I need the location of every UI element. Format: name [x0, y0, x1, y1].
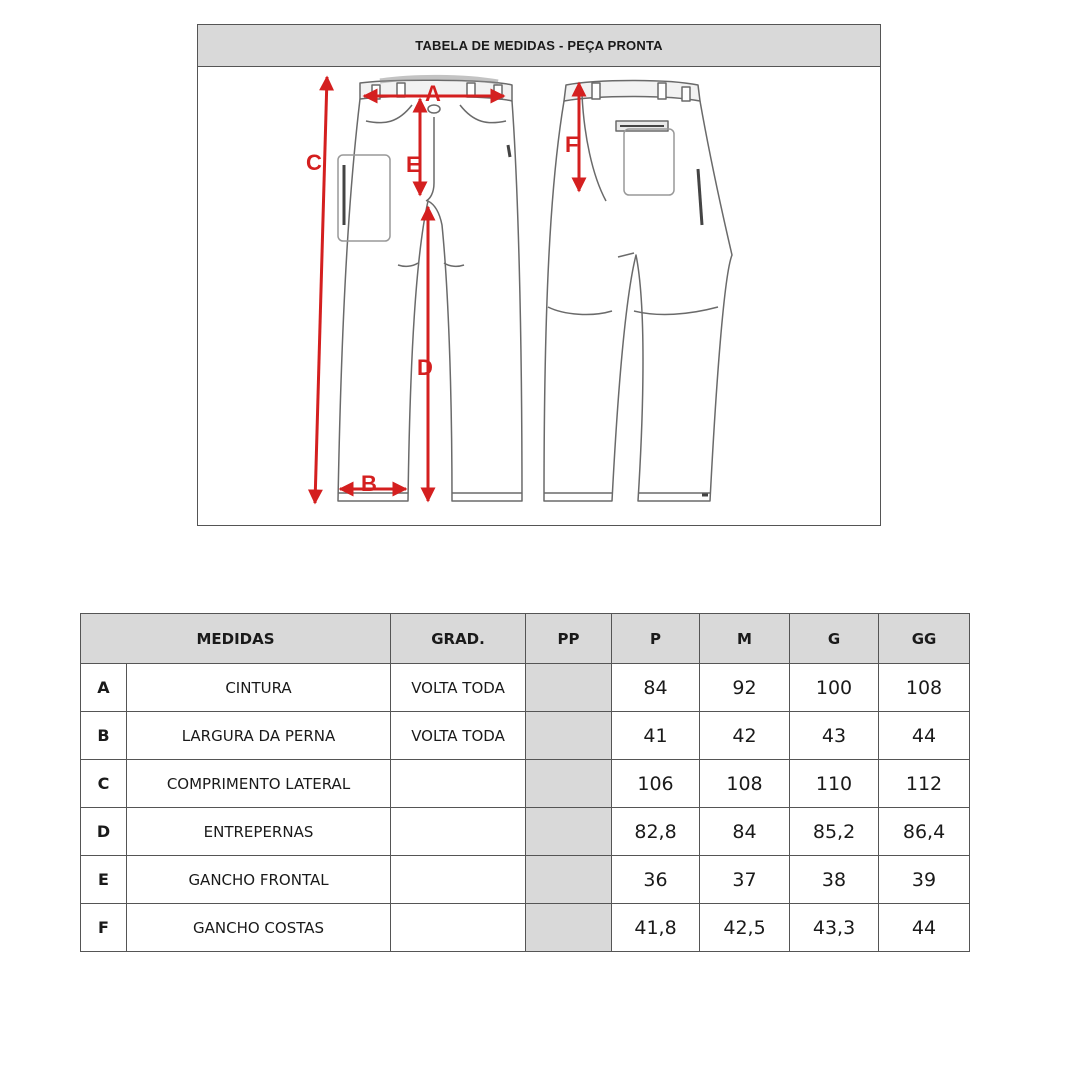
row-value-p: 36: [612, 856, 700, 904]
row-value-g: 85,2: [790, 808, 879, 856]
header-size-gg: GG: [879, 614, 970, 664]
label-b: B: [361, 471, 377, 496]
header-medidas: MEDIDAS: [81, 614, 391, 664]
header-grad: GRAD.: [391, 614, 526, 664]
row-value-m: 37: [700, 856, 790, 904]
row-pp-cell: [526, 808, 612, 856]
row-value-gg: 39: [879, 856, 970, 904]
row-measure-name: GANCHO FRONTAL: [127, 856, 391, 904]
table-row: [81, 712, 970, 760]
row-measure-name: LARGURA DA PERNA: [127, 712, 391, 760]
row-grad: [391, 904, 526, 952]
row-letter: A: [81, 664, 127, 712]
table-row: [81, 808, 970, 856]
header-size-pp: PP: [526, 614, 612, 664]
diagram-panel: [197, 24, 881, 526]
label-d: D: [417, 355, 433, 380]
row-value-g: 110: [790, 760, 879, 808]
row-grad: [391, 808, 526, 856]
row-value-g: 43: [790, 712, 879, 760]
label-f: F: [565, 132, 579, 157]
row-value-g: 43,3: [790, 904, 879, 952]
row-value-m: 84: [700, 808, 790, 856]
row-letter: E: [81, 856, 127, 904]
table-row: [81, 856, 970, 904]
row-value-m: 92: [700, 664, 790, 712]
row-value-g: 38: [790, 856, 879, 904]
row-pp-cell: [526, 856, 612, 904]
row-letter: D: [81, 808, 127, 856]
row-measure-name: ENTREPERNAS: [127, 808, 391, 856]
row-value-gg: 86,4: [879, 808, 970, 856]
panel-title: TABELA DE MEDIDAS - PEÇA PRONTA: [198, 25, 880, 67]
row-value-p: 41,8: [612, 904, 700, 952]
row-value-gg: 44: [879, 904, 970, 952]
label-a: A: [425, 81, 441, 106]
table-row: [81, 664, 970, 712]
label-c: C: [306, 150, 322, 175]
front-pants-illustration: [338, 77, 522, 501]
arrow-c: [315, 77, 327, 503]
row-value-m: 42: [700, 712, 790, 760]
header-size-g: G: [790, 614, 879, 664]
table-row: [81, 904, 970, 952]
label-e: E: [406, 152, 421, 177]
row-pp-cell: [526, 760, 612, 808]
row-grad: [391, 856, 526, 904]
row-value-m: 108: [700, 760, 790, 808]
row-letter: F: [81, 904, 127, 952]
table-row: [81, 760, 970, 808]
row-measure-name: GANCHO COSTAS: [127, 904, 391, 952]
row-value-p: 106: [612, 760, 700, 808]
row-pp-cell: [526, 664, 612, 712]
row-grad: VOLTA TODA: [391, 664, 526, 712]
pants-diagram: [198, 25, 882, 527]
row-measure-name: CINTURA: [127, 664, 391, 712]
row-letter: B: [81, 712, 127, 760]
header-size-m: M: [700, 614, 790, 664]
measurement-letters: [306, 81, 578, 496]
row-value-gg: 44: [879, 712, 970, 760]
row-grad: VOLTA TODA: [391, 712, 526, 760]
row-grad: [391, 760, 526, 808]
row-value-g: 100: [790, 664, 879, 712]
row-pp-cell: [526, 712, 612, 760]
row-value-p: 41: [612, 712, 700, 760]
row-value-gg: 112: [879, 760, 970, 808]
header-size-p: P: [612, 614, 700, 664]
row-letter: C: [81, 760, 127, 808]
row-value-p: 84: [612, 664, 700, 712]
row-value-gg: 108: [879, 664, 970, 712]
measurements-table: [80, 613, 970, 952]
row-value-m: 42,5: [700, 904, 790, 952]
row-value-p: 82,8: [612, 808, 700, 856]
table-header-row: [81, 614, 970, 664]
row-measure-name: COMPRIMENTO LATERAL: [127, 760, 391, 808]
row-pp-cell: [526, 904, 612, 952]
